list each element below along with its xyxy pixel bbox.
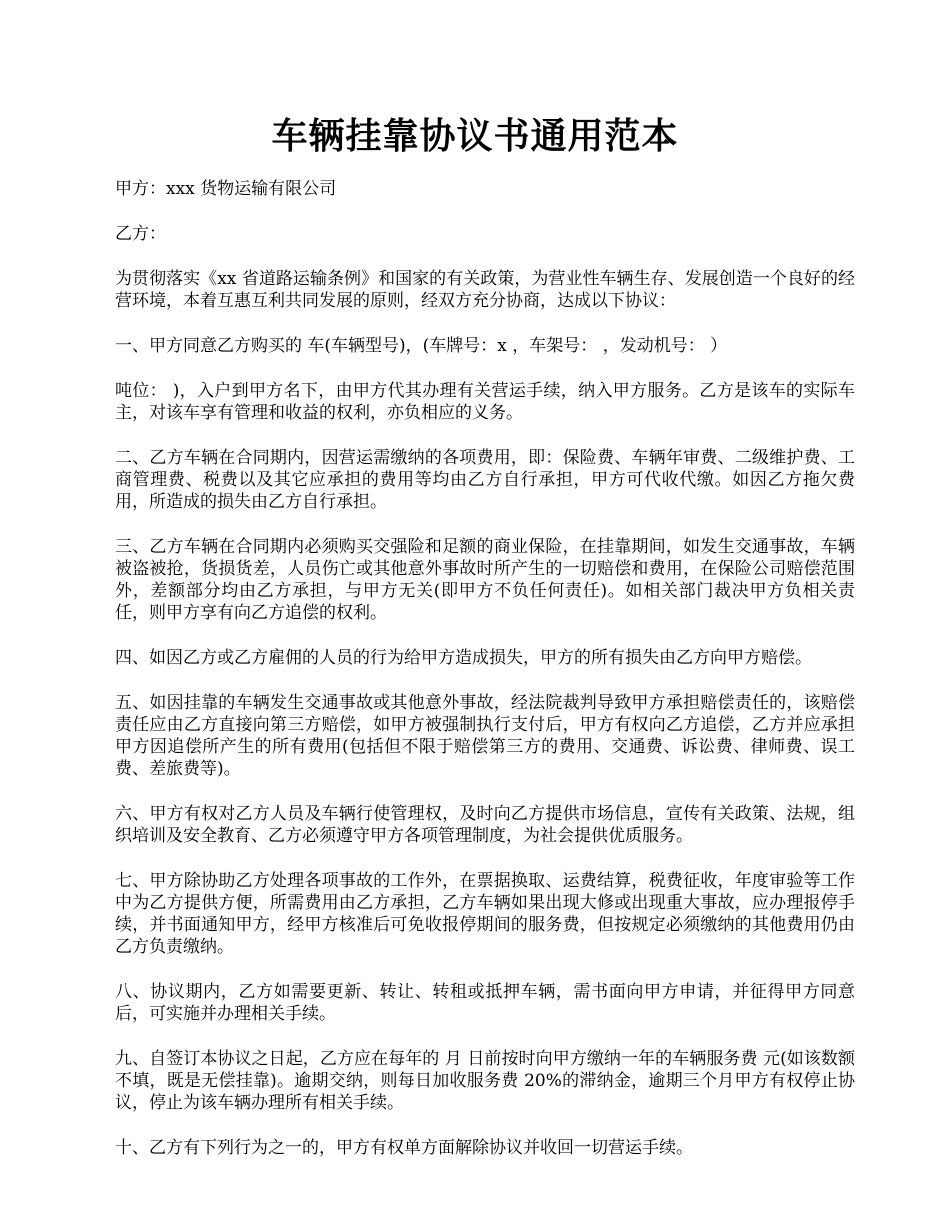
clause-8-paragraph: 八、协议期内，乙方如需要更新、转让、转租或抵押车辆，需书面向甲方申请，并征得甲方同意后，可实施并办理相关手续。 (115, 982, 855, 1024)
clause-9-paragraph: 九、自签订本协议之日起，乙方应在每年的 月 日前按时向甲方缴纳一年的车辆服务费 元(如该数额不填，既是无偿挂靠)。逾期交纳，则每日加收服务费 20%的滞纳金，逾期三个月甲方有权停止协议，停止为该车辆办理所有相关手续。 (115, 1049, 855, 1113)
clause-2-paragraph: 二、乙方车辆在合同期内，因营运需缴纳的各项费用，即：保险费、车辆年审费、二级维护费、工商管理费、税费以及其它应承担的费用等均由乙方自行承担，甲方可代收代缴。如因乙方拖欠费用，所造成的损失由乙方自行承担。 (115, 448, 855, 512)
clause-5-paragraph: 五、如因挂靠的车辆发生交通事故或其他意外事故，经法院裁判导致甲方承担赔偿责任的，该赔偿责任应由乙方直接向第三方赔偿，如甲方被强制执行支付后，甲方有权向乙方追偿，乙方并应承担甲方因追偿所产生的所有费用(包括但不限于赔偿第三方的费用、交通费、诉讼费、律师费、误工费、差旅费等)。 (115, 693, 855, 779)
preamble-paragraph: 为贯彻落实《xx 省道路运输条例》和国家的有关政策，为营业性车辆生存、发展创造一个良好的经营环境，本着互惠互利共同发展的原则，经双方充分协商，达成以下协议： (115, 269, 855, 311)
clause-6-paragraph: 六、甲方有权对乙方人员及车辆行使管理权，及时向乙方提供市场信息，宣传有关政策、法规，组织培训及安全教育、乙方必须遵守甲方各项管理制度，为社会提供优质服务。 (115, 804, 855, 846)
clause-7-paragraph: 七、甲方除协助乙方处理各项事故的工作外，在票据换取、运费结算，税费征收，年度审验等工作中为乙方提供方便，所需费用由乙方承担，乙方车辆如果出现大修或出现重大事故，应办理报停手续，并书面通知甲方，经甲方核准后可免收报停期间的服务费，但按规定必须缴纳的其他费用仍由乙方负责缴纳。 (115, 871, 855, 957)
clause-3-paragraph: 三、乙方车辆在合同期内必须购买交强险和足额的商业保险，在挂靠期间，如发生交通事故，车辆被盗被抢，货损货差，人员伤亡或其他意外事故时所产生的一切赔偿和费用，在保险公司赔偿范围外，差额部分均由乙方承担，与甲方无关(即甲方不负任何责任)。如相关部门裁决甲方负相关责任，则甲方享有向乙方追偿的权利。 (115, 537, 855, 623)
clause-10-paragraph: 十、乙方有下列行为之一的，甲方有权单方面解除协议并收回一切营运手续。 (115, 1138, 693, 1158)
party-a-line: 甲方：xxx 货物运输有限公司 (115, 179, 337, 199)
party-b-line: 乙方： (115, 224, 166, 244)
document-body (115, 178, 855, 1182)
clause-1-continued-paragraph: 吨位： )，入户到甲方名下，由甲方代其办理有关营运手续，纳入甲方服务。乙方是该车的实际车主，对该车享有管理和收益的权利，亦负相应的义务。 (115, 381, 855, 423)
clause-1-paragraph: 一、甲方同意乙方购买的 车(车辆型号)，(车牌号：x ，车架号： ，发动机号： ） (115, 336, 728, 356)
clause-4-paragraph: 四、如因乙方或乙方雇佣的人员的行为给甲方造成损失，甲方的所有损失由乙方向甲方赔偿。 (115, 648, 812, 668)
document-title: 车辆挂靠协议书通用范本 (271, 115, 679, 157)
